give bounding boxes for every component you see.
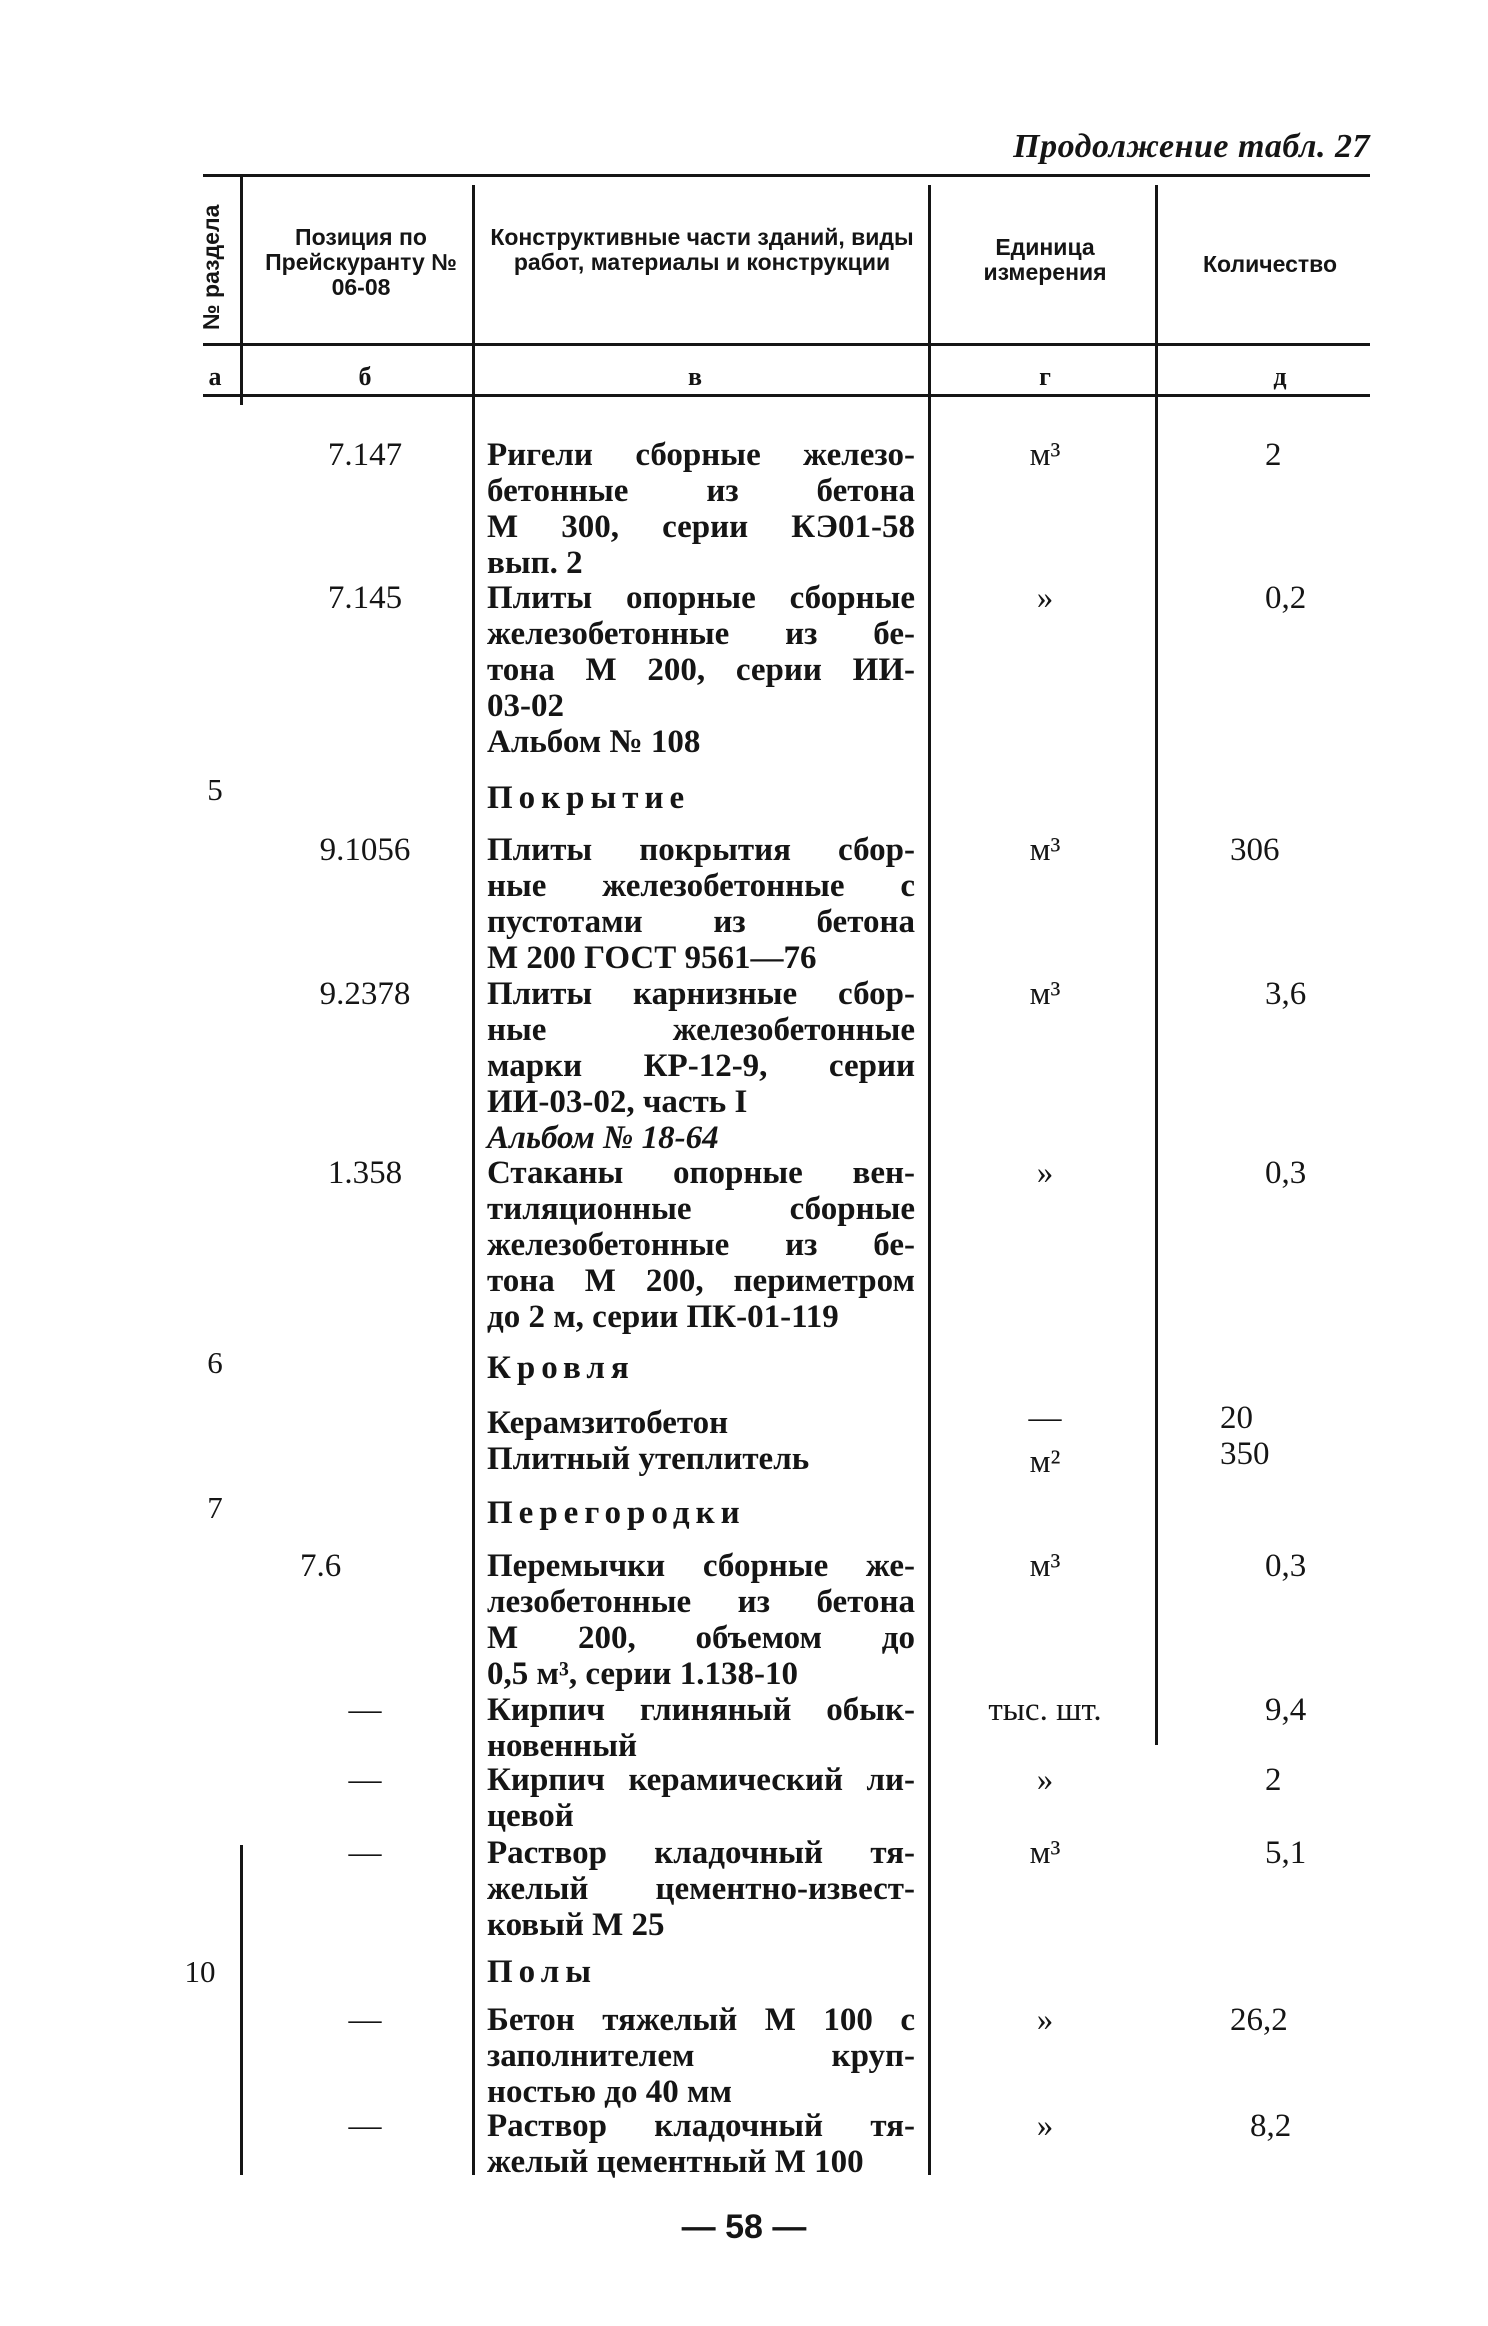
description-line: лезобетонные из бетона <box>487 1584 915 1620</box>
top-rule <box>203 174 1370 177</box>
position-cell: — <box>348 1692 382 1728</box>
description-line: железобетонные из бе- <box>487 616 915 652</box>
description-line: цевой <box>487 1798 574 1834</box>
column-letter-d: д <box>1273 362 1287 391</box>
description-line: заполнителем круп- <box>487 2038 915 2074</box>
page-number: — 58 — <box>681 2208 807 2246</box>
description-line: Раствор кладочный тя- <box>487 1835 915 1871</box>
description-cell <box>487 1835 915 1943</box>
unit-cell: » <box>1036 2108 1054 2144</box>
description-line: Кирпич керамический ли- <box>487 1762 915 1798</box>
position-cell: 7.145 <box>327 580 403 616</box>
description-line: М 300, серии КЭ01-58 <box>487 509 915 545</box>
description-line: желый цементно-извест- <box>487 1871 915 1907</box>
description-line: пустотами из бетона <box>487 904 915 940</box>
description-line: Раствор кладочный тя- <box>487 2108 915 2144</box>
quantity-cell: 5,1 <box>1265 1835 1307 1871</box>
column-rule-v <box>928 185 931 2175</box>
position-cell: — <box>348 2108 382 2144</box>
column-letter-g: г <box>1039 362 1051 391</box>
column-rule-a-body <box>240 1845 243 2175</box>
description-line: Бетон тяжелый М 100 с <box>487 2002 915 2038</box>
quantity-cell: 2 <box>1265 1762 1282 1798</box>
unit-cell: — <box>1028 1400 1062 1436</box>
position-cell: 9.1056 <box>319 832 411 868</box>
description-line: тиляционные сборные <box>487 1191 915 1227</box>
unit-cell: тыс. шт. <box>988 1692 1102 1728</box>
description-line: ИИ-03-02, часть I <box>487 1084 748 1120</box>
quantity-cell: 20 <box>1220 1400 1253 1436</box>
description-line: 03-02 <box>487 688 564 724</box>
description-line: Перемычки сборные же- <box>487 1548 915 1584</box>
description-cell: Плитный утеплитель <box>487 1441 810 1477</box>
column-letter-b: б <box>358 362 372 391</box>
unit-cell: » <box>1036 580 1054 616</box>
description-cell <box>487 1548 915 1692</box>
description-cell <box>487 437 915 581</box>
description-line: Плиты опорные сборные <box>487 580 915 616</box>
description-line: желый цементный М 100 <box>487 2144 864 2180</box>
description-line: новенный <box>487 1728 637 1764</box>
description-line: ковый М 25 <box>487 1907 665 1943</box>
table-caption: Продолжение табл. 27 <box>1013 128 1370 165</box>
column-header-g: Единица измерения <box>983 234 1107 285</box>
position-cell: 1.358 <box>327 1155 403 1191</box>
position-cell: 7.6 <box>300 1548 342 1584</box>
column-header-d: Количество <box>1202 251 1338 277</box>
letter-rule <box>203 394 1370 397</box>
description-line: Плиты покрытия сбор- <box>487 832 915 868</box>
unit-cell: м³ <box>1029 437 1061 473</box>
description-line: марки КР-12-9, серии <box>487 1048 915 1084</box>
quantity-cell: 3,6 <box>1265 976 1307 1012</box>
section-title: Покрытие <box>487 780 691 816</box>
description-cell <box>487 2002 915 2110</box>
description-cell <box>487 976 915 1156</box>
quantity-cell: 350 <box>1220 1436 1270 1472</box>
unit-cell: м³ <box>1029 976 1061 1012</box>
section-number: 10 <box>184 1954 216 1989</box>
quantity-cell: 2 <box>1265 437 1282 473</box>
quantity-cell: 306 <box>1230 832 1280 868</box>
description-cell: Керамзитобетон <box>487 1405 729 1441</box>
unit-cell: м³ <box>1029 1548 1061 1584</box>
section-number: 6 <box>207 1345 223 1380</box>
unit-cell: м³ <box>1029 1835 1061 1871</box>
description-line: М 200, объемом до <box>487 1620 915 1656</box>
description-cell <box>487 580 915 760</box>
description-line: М 200 ГОСТ 9561—76 <box>487 940 817 976</box>
description-line: бетонные из бетона <box>487 473 915 509</box>
column-rule-a <box>240 175 243 405</box>
description-line: Альбом № 108 <box>487 724 701 760</box>
description-line: до 2 м, серии ПК-01-119 <box>487 1299 839 1335</box>
description-line: вып. 2 <box>487 545 583 581</box>
description-cell <box>487 1762 915 1834</box>
description-line: Кирпич глиняный обык- <box>487 1692 915 1728</box>
column-letter-a: а <box>208 362 222 391</box>
column-header-v: Конструктивные части зданий, виды работ, материалы и конструкции <box>490 224 914 275</box>
quantity-cell: 0,3 <box>1265 1548 1307 1584</box>
description-line: тона М 200, периметром <box>487 1263 915 1299</box>
header-rule <box>203 343 1370 346</box>
position-cell: — <box>348 1835 382 1871</box>
description-cell <box>487 2108 915 2180</box>
section-number: 7 <box>207 1490 223 1525</box>
quantity-cell: 0,3 <box>1265 1155 1307 1191</box>
description-line: ностью до 40 мм <box>487 2074 732 2110</box>
description-line: железобетонные из бе- <box>487 1227 915 1263</box>
unit-cell: м² <box>1029 1444 1061 1480</box>
column-header-b: Позиция по Прейскуранту № 06-08 <box>265 224 457 300</box>
description-cell <box>487 1155 915 1335</box>
section-number: 5 <box>207 772 223 807</box>
position-cell: 7.147 <box>327 437 403 473</box>
description-line: Стаканы опорные вен- <box>487 1155 915 1191</box>
quantity-cell: 26,2 <box>1230 2002 1288 2038</box>
description-line: Альбом № 18-64 <box>487 1120 719 1156</box>
unit-cell: » <box>1036 1762 1054 1798</box>
description-line: Плиты карнизные сбор- <box>487 976 915 1012</box>
quantity-cell: 8,2 <box>1250 2108 1292 2144</box>
unit-cell: » <box>1036 1155 1054 1191</box>
section-title: Полы <box>487 1954 598 1990</box>
unit-cell: м³ <box>1029 832 1061 868</box>
position-cell: 9.2378 <box>319 976 411 1012</box>
description-line: тона М 200, серии ИИ- <box>487 652 915 688</box>
column-rule-g <box>1155 185 1158 1745</box>
column-header-a: № раздела <box>198 204 224 330</box>
column-letter-v: в <box>687 362 703 391</box>
description-line: 0,5 м³, серии 1.138-10 <box>487 1656 798 1692</box>
description-line: ные железобетонные <box>487 1012 915 1048</box>
section-title: Кровля <box>487 1350 635 1386</box>
position-cell: — <box>348 1762 382 1798</box>
description-cell <box>487 832 915 976</box>
unit-cell: » <box>1036 2002 1054 2038</box>
quantity-cell: 0,2 <box>1265 580 1307 616</box>
column-rule-b <box>472 185 475 2175</box>
description-cell <box>487 1692 915 1764</box>
description-line: Ригели сборные железо- <box>487 437 915 473</box>
section-title: Перегородки <box>487 1495 746 1531</box>
description-line: ные железобетонные с <box>487 868 915 904</box>
quantity-cell: 9,4 <box>1265 1692 1307 1728</box>
position-cell: — <box>348 2002 382 2038</box>
